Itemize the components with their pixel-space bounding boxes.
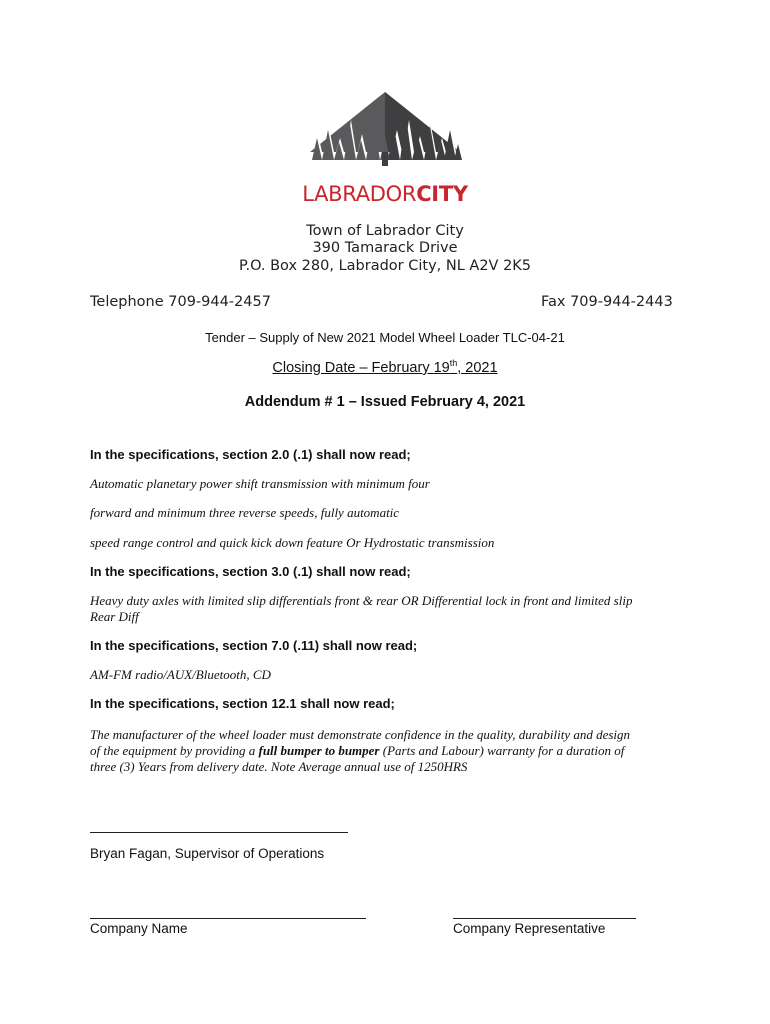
- section-3-heading: In the specifications, section 3.0 (.1) shall now read;: [90, 564, 411, 579]
- section-12-text-line2-c: (Parts and Labour) warranty for a duration of: [379, 743, 625, 758]
- tender-title: Tender – Supply of New 2021 Model Wheel Loader TLC-04-21: [205, 330, 565, 345]
- closing-date-year: , 2021: [457, 359, 498, 376]
- section-2-heading: In the specifications, section 2.0 (.1) shall now read;: [90, 447, 411, 462]
- fax: Fax 709-944-2443: [541, 294, 673, 310]
- logo: [0, 88, 770, 216]
- section-12-text-line3: three (3) Years from delivery date. Note Average annual use of 1250HRS: [90, 759, 468, 774]
- section-12-text-line1: The manufacturer of the wheel loader must demonstrate confidence in the quality, durability and design: [90, 727, 631, 742]
- closing-date: [0, 358, 770, 376]
- mountain-forest-icon: [300, 90, 470, 176]
- closing-date-sup: th: [449, 358, 458, 368]
- logo-word-city: CITY: [416, 182, 468, 206]
- section-3-text-line2: Rear Diff: [90, 609, 139, 624]
- company-name-line: [90, 918, 366, 919]
- company-rep-label: Company Representative: [453, 921, 606, 936]
- supervisor-name: Bryan Fagan, Supervisor of Operations: [90, 846, 325, 861]
- section-12-text-line2: [90, 743, 624, 759]
- closing-date-main: Closing Date – February 19: [272, 359, 450, 376]
- section-12-heading: In the specifications, section 12.1 shall now read;: [90, 696, 395, 711]
- company-rep-line: [453, 918, 636, 919]
- org-name: Town of Labrador City: [306, 223, 464, 239]
- section-2-text-line3: speed range control and quick kick down feature Or Hydrostatic transmission: [90, 535, 495, 550]
- telephone: Telephone 709-944-2457: [90, 294, 271, 310]
- po-box: P.O. Box 280, Labrador City, NL A2V 2K5: [238, 258, 532, 274]
- section-2-text-line1: Automatic planetary power shift transmission with minimum four: [90, 476, 430, 491]
- section-7-text-line1: AM-FM radio/AUX/Bluetooth, CD: [90, 667, 271, 682]
- company-name-label: Company Name: [90, 921, 188, 936]
- addendum-heading: Addendum # 1 – Issued February 4, 2021: [244, 394, 526, 410]
- supervisor-signature-line: [90, 832, 348, 833]
- logo-word-labrador: LABRADOR: [302, 182, 417, 206]
- logo-wordmark: [0, 182, 770, 206]
- section-7-heading: In the specifications, section 7.0 (.11) shall now read;: [90, 638, 418, 653]
- section-12-text-emphasis: full bumper to bumper: [258, 743, 380, 758]
- section-2-text-line2: forward and minimum three reverse speeds, fully automatic: [90, 505, 400, 520]
- section-12-text-line2-a: of the equipment by providing a: [90, 743, 259, 758]
- street-address: 390 Tamarack Drive: [312, 240, 458, 256]
- section-3-text-line1: Heavy duty axles with limited slip differentials front & rear OR Differential lock in front and limited slip: [90, 593, 633, 608]
